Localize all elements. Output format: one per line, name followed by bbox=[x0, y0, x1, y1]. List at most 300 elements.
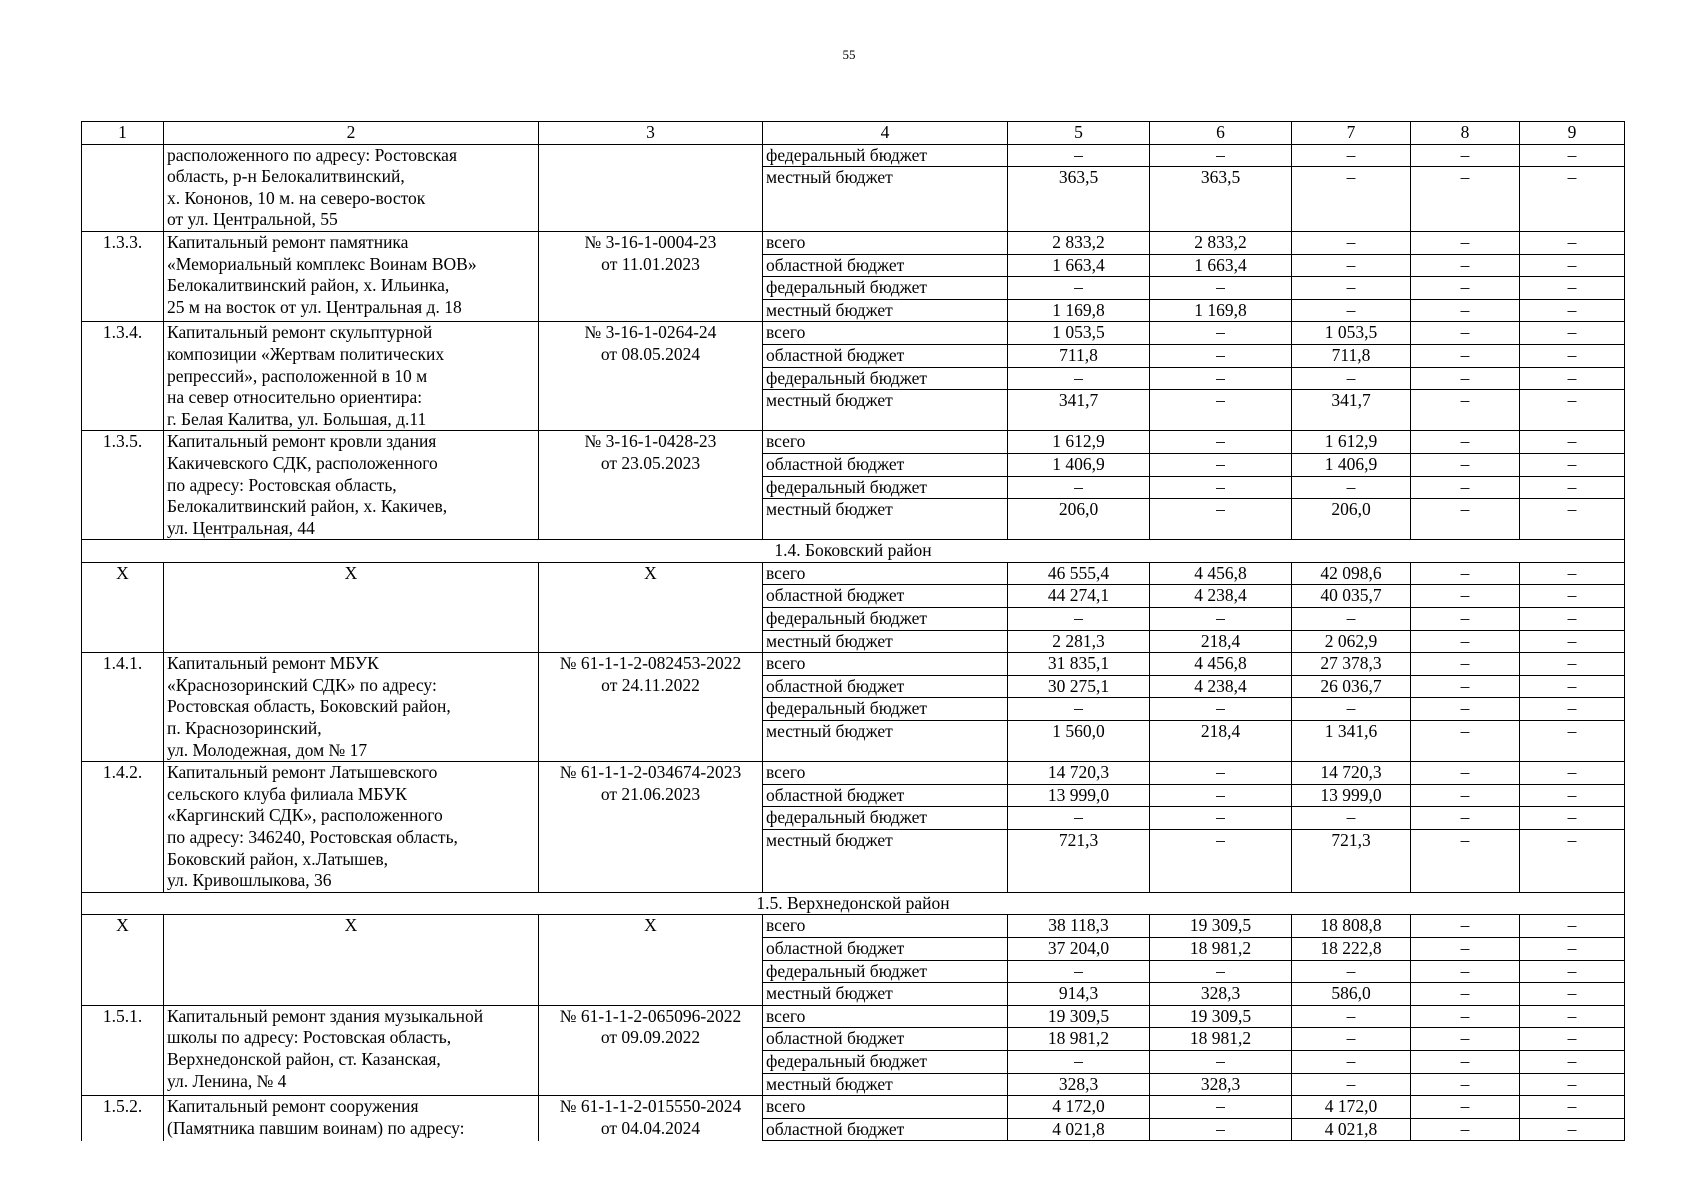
funding-source: местный бюджет bbox=[763, 983, 1008, 1006]
item-name-line: Белокалитвинский район, х. Какичев, bbox=[167, 496, 448, 517]
item-name-line: Капитальный ремонт памятника bbox=[167, 231, 409, 252]
amount-cell: 42 098,6 bbox=[1292, 562, 1411, 585]
item-name-line: Капитальный ремонт кровли здания bbox=[167, 431, 437, 452]
item-name-line: «Каргинский СДК», расположенного bbox=[167, 805, 443, 826]
amount-cell: – bbox=[1411, 299, 1520, 322]
item-name-line: Х bbox=[344, 562, 358, 583]
document-ref bbox=[539, 653, 763, 762]
amount-cell: – bbox=[1411, 784, 1520, 807]
amount-cell: – bbox=[1008, 277, 1150, 300]
amount-cell: – bbox=[1520, 277, 1625, 300]
amount-cell: – bbox=[1292, 698, 1411, 721]
amount-cell: – bbox=[1150, 499, 1292, 540]
item-name-line: по адресу: 346240, Ростовская область, bbox=[167, 827, 458, 847]
column-header: 8 bbox=[1411, 122, 1520, 145]
document-ref bbox=[539, 431, 763, 540]
document-ref-line: от 24.11.2022 bbox=[601, 674, 700, 695]
amount-cell: – bbox=[1520, 476, 1625, 499]
amount-cell: – bbox=[1008, 367, 1150, 390]
amount-cell: 1 663,4 bbox=[1008, 254, 1150, 277]
amount-cell: 19 309,5 bbox=[1150, 915, 1292, 938]
amount-cell: – bbox=[1008, 608, 1150, 631]
item-name bbox=[164, 431, 539, 540]
item-name-line: ул. Кривошлыкова, 36 bbox=[167, 870, 332, 891]
amount-cell: – bbox=[1520, 562, 1625, 585]
document-ref-line: от 04.04.2024 bbox=[600, 1117, 701, 1138]
item-name-line: 25 м на восток от ул. Центральная д. 18 bbox=[167, 296, 462, 317]
column-header: 4 bbox=[763, 122, 1008, 145]
amount-cell: 27 378,3 bbox=[1292, 653, 1411, 676]
amount-cell: – bbox=[1292, 1005, 1411, 1028]
item-number: 1.4.2. bbox=[82, 762, 164, 893]
document-ref bbox=[539, 231, 763, 321]
amount-cell: – bbox=[1411, 1005, 1520, 1028]
item-name-line: композиции «Жертвам политических bbox=[167, 343, 445, 364]
amount-cell: – bbox=[1520, 344, 1625, 367]
amount-cell: – bbox=[1411, 1118, 1520, 1141]
item-name-line: Капитальный ремонт МБУК bbox=[167, 653, 379, 674]
amount-cell: 13 999,0 bbox=[1292, 784, 1411, 807]
amount-cell: – bbox=[1411, 562, 1520, 585]
item-name-line: ул. Молодежная, дом № 17 bbox=[167, 739, 368, 760]
funding-source: областной бюджет bbox=[763, 585, 1008, 608]
amount-cell: 4 172,0 bbox=[1292, 1096, 1411, 1119]
amount-cell: 4 172,0 bbox=[1008, 1096, 1150, 1119]
amount-cell: 44 274,1 bbox=[1008, 585, 1150, 608]
amount-cell: 711,8 bbox=[1292, 344, 1411, 367]
item-name bbox=[164, 231, 539, 321]
amount-cell: – bbox=[1520, 585, 1625, 608]
amount-cell: – bbox=[1520, 1005, 1625, 1028]
amount-cell: – bbox=[1292, 254, 1411, 277]
amount-cell: – bbox=[1520, 1050, 1625, 1073]
document-ref-line: № 3-16-1-0428-23 bbox=[584, 431, 717, 452]
amount-cell: – bbox=[1411, 322, 1520, 345]
amount-cell: – bbox=[1150, 608, 1292, 631]
item-number bbox=[82, 144, 164, 231]
funding-source: местный бюджет bbox=[763, 721, 1008, 762]
item-name-line: п. Краснозоринский, bbox=[167, 718, 322, 739]
funding-source: местный бюджет bbox=[763, 167, 1008, 232]
amount-cell: 1 406,9 bbox=[1292, 453, 1411, 476]
document-ref bbox=[539, 322, 763, 431]
document-ref-line: от 09.09.2022 bbox=[600, 1027, 701, 1048]
document-ref-line: № 3-16-1-0264-24 bbox=[584, 322, 717, 343]
amount-cell: – bbox=[1520, 983, 1625, 1006]
amount-cell: 1 560,0 bbox=[1008, 721, 1150, 762]
amount-cell: – bbox=[1292, 608, 1411, 631]
amount-cell: – bbox=[1008, 476, 1150, 499]
table-row bbox=[82, 1096, 1625, 1119]
amount-cell: 2 062,9 bbox=[1292, 630, 1411, 653]
amount-cell: 2 281,3 bbox=[1008, 630, 1150, 653]
amount-cell: – bbox=[1520, 167, 1625, 232]
amount-cell: – bbox=[1411, 698, 1520, 721]
item-name-line: х. Кононов, 10 м. на северо-восток bbox=[167, 187, 426, 208]
amount-cell: – bbox=[1150, 762, 1292, 785]
amount-cell: – bbox=[1411, 476, 1520, 499]
amount-cell: 341,7 bbox=[1008, 390, 1150, 431]
amount-cell: 363,5 bbox=[1008, 167, 1150, 232]
amount-cell: 4 238,4 bbox=[1150, 675, 1292, 698]
amount-cell: 721,3 bbox=[1008, 830, 1150, 893]
amount-cell: – bbox=[1150, 807, 1292, 830]
funding-source: всего bbox=[763, 653, 1008, 676]
funding-source: федеральный бюджет bbox=[763, 367, 1008, 390]
amount-cell: – bbox=[1292, 476, 1411, 499]
amount-cell: – bbox=[1520, 630, 1625, 653]
amount-cell: – bbox=[1520, 453, 1625, 476]
item-name-line: от ул. Центральной, 55 bbox=[167, 209, 338, 230]
funding-source: федеральный бюджет bbox=[763, 476, 1008, 499]
funding-source: местный бюджет bbox=[763, 299, 1008, 322]
amount-cell: 1 406,9 bbox=[1008, 453, 1150, 476]
item-number: Х bbox=[82, 915, 164, 1005]
amount-cell: 18 981,2 bbox=[1150, 1028, 1292, 1051]
amount-cell: – bbox=[1008, 807, 1150, 830]
funding-source: федеральный бюджет bbox=[763, 960, 1008, 983]
amount-cell: – bbox=[1150, 784, 1292, 807]
table-row bbox=[82, 431, 1625, 454]
header-row bbox=[82, 122, 1625, 145]
funding-source: всего bbox=[763, 1096, 1008, 1119]
amount-cell: – bbox=[1520, 784, 1625, 807]
amount-cell: – bbox=[1520, 653, 1625, 676]
item-name-line: школы по адресу: Ростовская область, bbox=[167, 1027, 452, 1048]
item-name-line: (Памятника павшим воинам) по адресу: bbox=[167, 1117, 465, 1138]
amount-cell: – bbox=[1150, 431, 1292, 454]
funding-source: местный бюджет bbox=[763, 1073, 1008, 1096]
table-row bbox=[82, 144, 1625, 167]
amount-cell: – bbox=[1411, 721, 1520, 762]
item-name-line: Какичевского СДК, расположенного bbox=[167, 452, 438, 473]
section-title: 1.5. Верхнедонской район bbox=[82, 892, 1625, 915]
item-number: 1.5.1. bbox=[82, 1005, 164, 1095]
amount-cell: – bbox=[1150, 476, 1292, 499]
amount-cell: – bbox=[1520, 1073, 1625, 1096]
amount-cell: 14 720,3 bbox=[1008, 762, 1150, 785]
amount-cell: 914,3 bbox=[1008, 983, 1150, 1006]
amount-cell: – bbox=[1411, 277, 1520, 300]
section-title: 1.4. Боковский район bbox=[82, 540, 1625, 563]
document-ref-line: Х bbox=[644, 915, 657, 936]
amount-cell: – bbox=[1520, 431, 1625, 454]
item-number: 1.3.3. bbox=[82, 231, 164, 321]
amount-cell: 19 309,5 bbox=[1150, 1005, 1292, 1028]
amount-cell: – bbox=[1292, 960, 1411, 983]
amount-cell: – bbox=[1411, 431, 1520, 454]
amount-cell: – bbox=[1520, 721, 1625, 762]
funding-source: всего bbox=[763, 431, 1008, 454]
amount-cell: – bbox=[1150, 698, 1292, 721]
amount-cell: – bbox=[1520, 390, 1625, 431]
amount-cell: – bbox=[1520, 322, 1625, 345]
funding-source: областной бюджет bbox=[763, 1028, 1008, 1051]
item-number: 1.4.1. bbox=[82, 653, 164, 762]
table-row bbox=[82, 653, 1625, 676]
amount-cell: 206,0 bbox=[1292, 499, 1411, 540]
item-number: 1.3.4. bbox=[82, 322, 164, 431]
funding-source: федеральный бюджет bbox=[763, 807, 1008, 830]
amount-cell: – bbox=[1150, 830, 1292, 893]
amount-cell: – bbox=[1411, 1096, 1520, 1119]
funding-source: областной бюджет bbox=[763, 784, 1008, 807]
item-name-line: на север относительно ориентира: bbox=[167, 387, 423, 408]
amount-cell: – bbox=[1411, 254, 1520, 277]
amount-cell: – bbox=[1150, 453, 1292, 476]
document-ref-line: № 61-1-1-2-082453-2022 bbox=[559, 653, 742, 674]
amount-cell: – bbox=[1520, 254, 1625, 277]
amount-cell: – bbox=[1411, 231, 1520, 254]
table-row bbox=[82, 762, 1625, 785]
item-number: 1.3.5. bbox=[82, 431, 164, 540]
amount-cell: – bbox=[1411, 830, 1520, 893]
item-number: 1.5.2. bbox=[82, 1096, 164, 1141]
amount-cell: – bbox=[1520, 499, 1625, 540]
amount-cell: – bbox=[1150, 344, 1292, 367]
amount-cell: – bbox=[1520, 1028, 1625, 1051]
amount-cell: – bbox=[1150, 322, 1292, 345]
amount-cell: 1 341,6 bbox=[1292, 721, 1411, 762]
amount-cell: – bbox=[1411, 915, 1520, 938]
table-row bbox=[82, 322, 1625, 345]
amount-cell: – bbox=[1150, 1050, 1292, 1073]
amount-cell: 13 999,0 bbox=[1008, 784, 1150, 807]
amount-cell: 1 663,4 bbox=[1150, 254, 1292, 277]
amount-cell: – bbox=[1411, 1050, 1520, 1073]
item-name-line: Боковский район, х.Латышев, bbox=[167, 848, 389, 869]
amount-cell: 18 222,8 bbox=[1292, 937, 1411, 960]
item-name-line: г. Белая Калитва, ул. Большая, д.11 bbox=[167, 408, 427, 429]
amount-cell: – bbox=[1008, 144, 1150, 167]
amount-cell: – bbox=[1150, 144, 1292, 167]
item-name-line: сельского клуба филиала МБУК bbox=[167, 783, 407, 804]
amount-cell: – bbox=[1411, 167, 1520, 232]
page-number: 55 bbox=[842, 47, 856, 62]
funding-source: всего bbox=[763, 231, 1008, 254]
amount-cell: 1 612,9 bbox=[1008, 431, 1150, 454]
amount-cell: – bbox=[1411, 983, 1520, 1006]
amount-cell: – bbox=[1520, 608, 1625, 631]
amount-cell: 1 169,8 bbox=[1008, 299, 1150, 322]
funding-source: местный бюджет bbox=[763, 499, 1008, 540]
amount-cell: – bbox=[1150, 390, 1292, 431]
amount-cell: – bbox=[1411, 762, 1520, 785]
amount-cell: 4 238,4 bbox=[1150, 585, 1292, 608]
amount-cell: – bbox=[1520, 367, 1625, 390]
funding-source: областной бюджет bbox=[763, 937, 1008, 960]
amount-cell: – bbox=[1292, 167, 1411, 232]
amount-cell: 4 456,8 bbox=[1150, 653, 1292, 676]
table-row bbox=[82, 915, 1625, 938]
item-name bbox=[164, 144, 539, 231]
funding-source: местный бюджет bbox=[763, 830, 1008, 893]
document-ref-line: Х bbox=[644, 562, 657, 583]
item-name-line: репрессий», расположенной в 10 м bbox=[167, 365, 428, 386]
item-name bbox=[164, 762, 539, 893]
amount-cell: 30 275,1 bbox=[1008, 675, 1150, 698]
funding-source: федеральный бюджет bbox=[763, 608, 1008, 631]
item-name-line: Верхнедонской район, ст. Казанская, bbox=[167, 1048, 441, 1069]
amount-cell: – bbox=[1520, 1096, 1625, 1119]
amount-cell: – bbox=[1411, 585, 1520, 608]
amount-cell: – bbox=[1520, 231, 1625, 254]
amount-cell: – bbox=[1520, 960, 1625, 983]
amount-cell: 26 036,7 bbox=[1292, 675, 1411, 698]
amount-cell: – bbox=[1008, 1050, 1150, 1073]
amount-cell: – bbox=[1411, 675, 1520, 698]
funding-source: областной бюджет bbox=[763, 1118, 1008, 1141]
document-ref bbox=[539, 144, 763, 231]
funding-source: федеральный бюджет bbox=[763, 698, 1008, 721]
column-header: 3 bbox=[539, 122, 763, 145]
amount-cell: – bbox=[1292, 1050, 1411, 1073]
amount-cell: – bbox=[1150, 277, 1292, 300]
amount-cell: 4 456,8 bbox=[1150, 562, 1292, 585]
document-ref-line: от 11.01.2023 bbox=[601, 253, 700, 274]
table-row bbox=[82, 231, 1625, 254]
document-ref-line: от 23.05.2023 bbox=[600, 452, 701, 473]
funding-source: местный бюджет bbox=[763, 390, 1008, 431]
amount-cell: – bbox=[1520, 675, 1625, 698]
item-name-line: ул. Ленина, № 4 bbox=[167, 1070, 287, 1091]
amount-cell: – bbox=[1411, 653, 1520, 676]
amount-cell: 18 981,2 bbox=[1150, 937, 1292, 960]
amount-cell: 586,0 bbox=[1292, 983, 1411, 1006]
amount-cell: – bbox=[1292, 1028, 1411, 1051]
column-header: 9 bbox=[1520, 122, 1625, 145]
amount-cell: 206,0 bbox=[1008, 499, 1150, 540]
funding-source: областной бюджет bbox=[763, 453, 1008, 476]
amount-cell: 218,4 bbox=[1150, 721, 1292, 762]
item-name-line: «Мемориальный комплекс Воинам ВОВ» bbox=[167, 253, 477, 274]
document-ref-line: № 3-16-1-0004-23 bbox=[584, 231, 717, 252]
amount-cell: – bbox=[1411, 453, 1520, 476]
item-name-line: Ростовская область, Боковский район, bbox=[167, 696, 451, 717]
funding-source: областной бюджет bbox=[763, 344, 1008, 367]
amount-cell: 363,5 bbox=[1150, 167, 1292, 232]
amount-cell: – bbox=[1520, 830, 1625, 893]
amount-cell: – bbox=[1411, 144, 1520, 167]
amount-cell: 328,3 bbox=[1150, 983, 1292, 1006]
budget-table bbox=[81, 121, 1625, 1141]
column-header: 1 bbox=[82, 122, 164, 145]
amount-cell: 40 035,7 bbox=[1292, 585, 1411, 608]
amount-cell: 1 053,5 bbox=[1008, 322, 1150, 345]
amount-cell: – bbox=[1008, 698, 1150, 721]
amount-cell: – bbox=[1150, 1096, 1292, 1119]
funding-source: федеральный бюджет bbox=[763, 144, 1008, 167]
funding-source: всего bbox=[763, 562, 1008, 585]
amount-cell: – bbox=[1520, 762, 1625, 785]
amount-cell: 328,3 bbox=[1150, 1073, 1292, 1096]
amount-cell: – bbox=[1008, 960, 1150, 983]
amount-cell: – bbox=[1411, 608, 1520, 631]
item-name bbox=[164, 1005, 539, 1095]
amount-cell: – bbox=[1292, 1073, 1411, 1096]
item-number: Х bbox=[82, 562, 164, 652]
document-ref-line: от 08.05.2024 bbox=[600, 343, 701, 364]
amount-cell: – bbox=[1150, 1118, 1292, 1141]
column-header: 6 bbox=[1150, 122, 1292, 145]
item-name-line: по адресу: Ростовская область, bbox=[167, 474, 397, 495]
amount-cell: 218,4 bbox=[1150, 630, 1292, 653]
amount-cell: – bbox=[1520, 937, 1625, 960]
amount-cell: – bbox=[1411, 807, 1520, 830]
item-name bbox=[164, 1096, 539, 1141]
amount-cell: – bbox=[1411, 937, 1520, 960]
item-name-line: ул. Центральная, 44 bbox=[167, 517, 315, 538]
item-name-line: область, р-н Белокалитвинский, bbox=[167, 166, 405, 187]
amount-cell: – bbox=[1292, 144, 1411, 167]
table-row bbox=[82, 562, 1625, 585]
amount-cell: 1 169,8 bbox=[1150, 299, 1292, 322]
document-ref-line: № 61-1-1-2-015550-2024 bbox=[559, 1096, 742, 1117]
funding-source: федеральный бюджет bbox=[763, 1050, 1008, 1073]
amount-cell: 1 053,5 bbox=[1292, 322, 1411, 345]
amount-cell: 14 720,3 bbox=[1292, 762, 1411, 785]
funding-source: всего bbox=[763, 1005, 1008, 1028]
amount-cell: 4 021,8 bbox=[1008, 1118, 1150, 1141]
funding-source: всего bbox=[763, 322, 1008, 345]
document-ref bbox=[539, 562, 763, 652]
amount-cell: – bbox=[1150, 960, 1292, 983]
amount-cell: 19 309,5 bbox=[1008, 1005, 1150, 1028]
document-ref bbox=[539, 915, 763, 1005]
item-name bbox=[164, 915, 539, 1005]
document-ref-line: № 61-1-1-2-065096-2022 bbox=[559, 1005, 742, 1026]
amount-cell: – bbox=[1292, 807, 1411, 830]
amount-cell: – bbox=[1520, 698, 1625, 721]
table-body bbox=[82, 122, 1625, 1141]
document-ref bbox=[539, 762, 763, 893]
amount-cell: 46 555,4 bbox=[1008, 562, 1150, 585]
column-header: 7 bbox=[1292, 122, 1411, 145]
document-ref-line: № 61-1-1-2-034674-2023 bbox=[559, 762, 742, 783]
amount-cell: 2 833,2 bbox=[1008, 231, 1150, 254]
item-name bbox=[164, 653, 539, 762]
amount-cell: 721,3 bbox=[1292, 830, 1411, 893]
amount-cell: – bbox=[1520, 299, 1625, 322]
column-header: 5 bbox=[1008, 122, 1150, 145]
item-name bbox=[164, 322, 539, 431]
funding-source: федеральный бюджет bbox=[763, 277, 1008, 300]
amount-cell: – bbox=[1411, 960, 1520, 983]
section-row bbox=[82, 540, 1625, 563]
item-name-line: расположенного по адресу: Ростовская bbox=[167, 144, 457, 165]
item-name-line: Капитальный ремонт скульптурной bbox=[167, 322, 433, 343]
item-name-line: Белокалитвинский район, х. Ильинка, bbox=[167, 275, 450, 296]
column-header: 2 bbox=[164, 122, 539, 145]
amount-cell: 4 021,8 bbox=[1292, 1118, 1411, 1141]
amount-cell: – bbox=[1411, 630, 1520, 653]
amount-cell: – bbox=[1292, 299, 1411, 322]
table-row bbox=[82, 1005, 1625, 1028]
item-name-line: Капитальный ремонт сооружения bbox=[167, 1096, 419, 1117]
item-name-line: Капитальный ремонт Латышевского bbox=[167, 762, 438, 783]
amount-cell: 711,8 bbox=[1008, 344, 1150, 367]
funding-source: областной бюджет bbox=[763, 675, 1008, 698]
funding-source: местный бюджет bbox=[763, 630, 1008, 653]
amount-cell: 328,3 bbox=[1008, 1073, 1150, 1096]
amount-cell: 18 981,2 bbox=[1008, 1028, 1150, 1051]
amount-cell: – bbox=[1520, 1118, 1625, 1141]
section-row bbox=[82, 892, 1625, 915]
amount-cell: – bbox=[1292, 231, 1411, 254]
funding-source: областной бюджет bbox=[763, 254, 1008, 277]
amount-cell: 18 808,8 bbox=[1292, 915, 1411, 938]
document-ref bbox=[539, 1005, 763, 1095]
